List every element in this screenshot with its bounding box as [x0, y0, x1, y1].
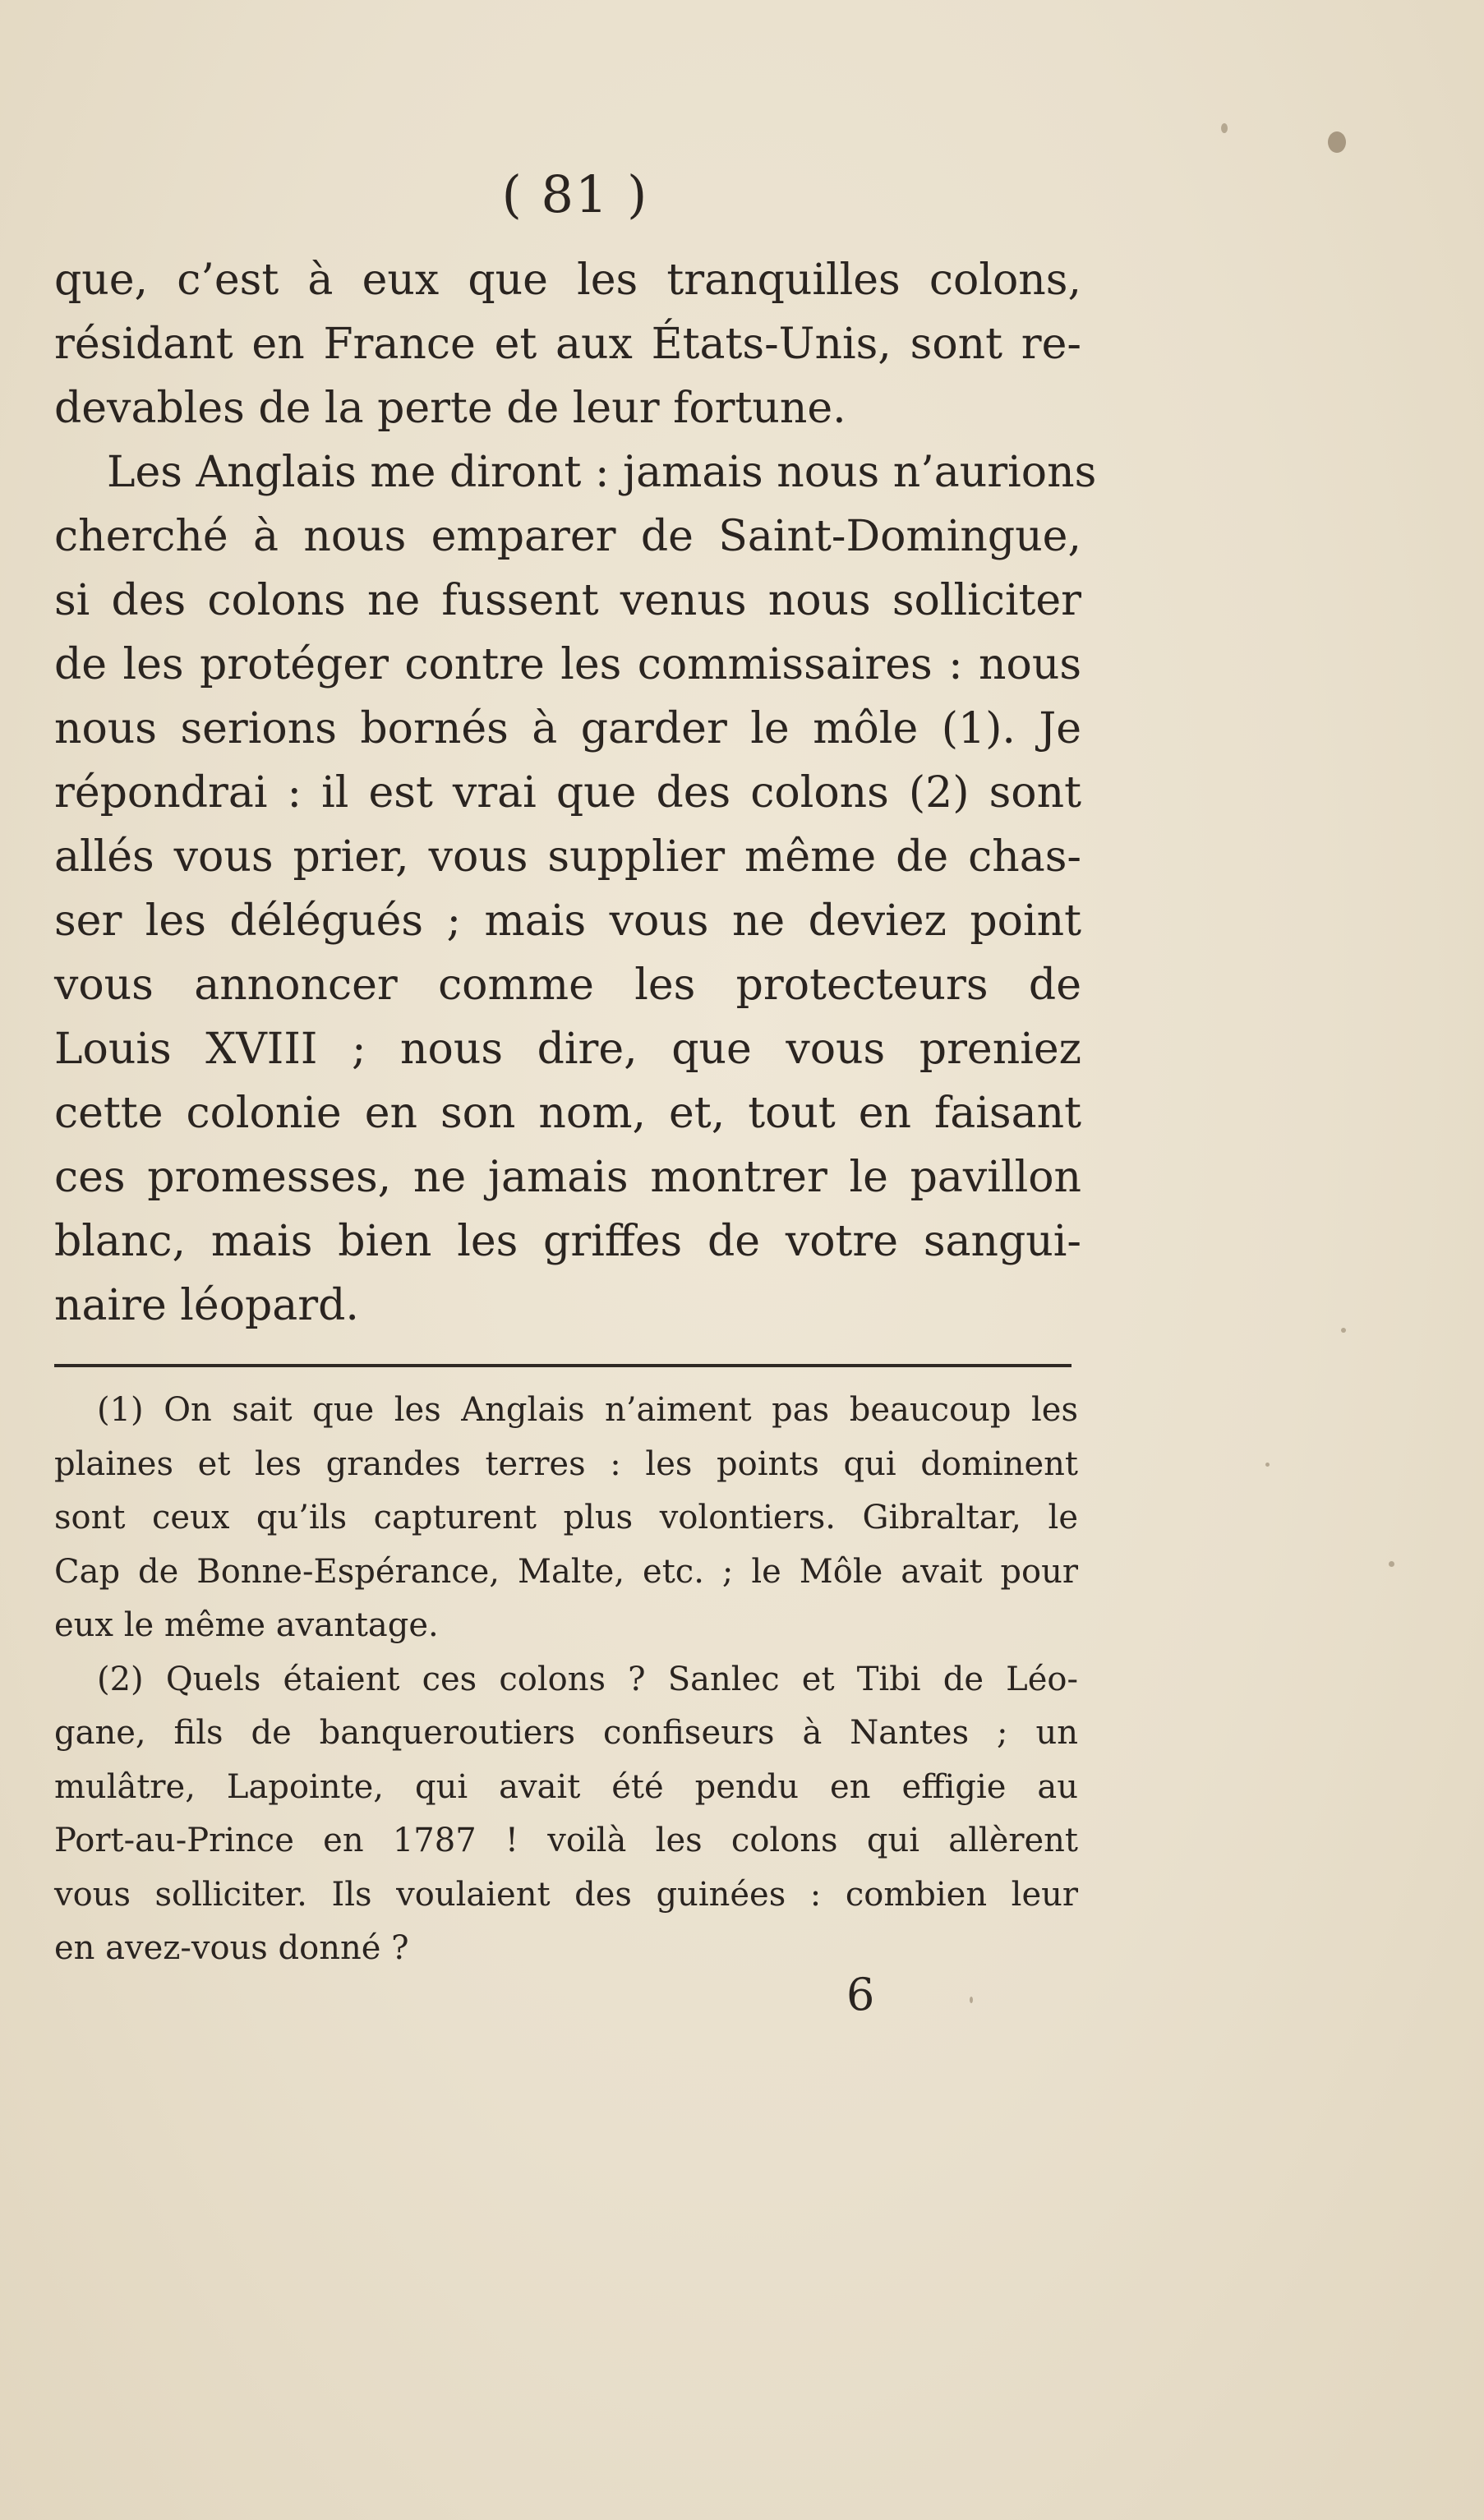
text-line: cherché à nous emparer de Saint-Domingue, — [54, 512, 1081, 561]
footnote-line: Cap de Bonne-Espérance, Malte, etc. ; le Môle avait pour — [54, 1552, 1078, 1591]
text-line: devables de la perte de leur fortune. — [54, 384, 846, 433]
text-line: si des colons ne fussent venus nous solliciter — [54, 576, 1081, 625]
paper-speck — [1341, 1328, 1346, 1333]
paper-speck — [1328, 131, 1346, 153]
footnote-line: gane, fils de banqueroutiers confiseurs à Nantes ; un — [54, 1714, 1078, 1752]
text-line: de les protéger contre les commissaires : nous — [54, 640, 1081, 689]
text-line: vous annoncer comme les protecteurs de — [54, 961, 1081, 1010]
text-line: ces promesses, ne jamais montrer le pavillon — [54, 1153, 1081, 1202]
footnote-line: sont ceux qu’ils capturent plus volontiers. Gibraltar, le — [54, 1499, 1078, 1536]
footnote-line: en avez-vous donné ? — [54, 1929, 409, 1967]
footnote-line: (1) On sait que les Anglais n’aiment pas beaucoup les — [97, 1391, 1078, 1429]
paper-speck — [1389, 1561, 1394, 1567]
footnote-line: mulâtre, Lapointe, qui avait été pendu en effigie au — [54, 1767, 1078, 1806]
main-text — [54, 248, 1097, 1338]
signature-mark: 6 — [846, 1969, 875, 2020]
footnote-line: eux le même avantage. — [54, 1606, 439, 1644]
text-line: naire léopard. — [54, 1281, 359, 1330]
text-line: Les Anglais me diront : jamais nous n’aurions — [107, 448, 1097, 497]
page-number: ( 81 ) — [501, 164, 649, 224]
text-line: Louis XVIII ; nous dire, que vous preniez — [54, 1025, 1081, 1074]
footnotes — [54, 1384, 1078, 1976]
text-line: allés vous prier, vous supplier même de chas- — [54, 832, 1081, 882]
text-line: cette colonie en son nom, et, tout en faisant — [54, 1089, 1081, 1138]
footnote-divider — [54, 1364, 1072, 1367]
text-line: résidant en France et aux États-Unis, sont re- — [54, 320, 1081, 369]
text-line: blanc, mais bien les griffes de votre sangui- — [54, 1217, 1081, 1266]
footnote-line: plaines et les grandes terres : les points qui dominent — [54, 1444, 1078, 1483]
text-line: répondrai : il est vrai que des colons (2) sont — [54, 768, 1081, 818]
paper-speck — [970, 1997, 973, 2003]
paper-speck — [1221, 123, 1228, 133]
text-line: que, c’est à eux que les tranquilles colons, — [54, 256, 1081, 305]
paper-speck — [1265, 1463, 1270, 1467]
text-line: nous serions bornés à garder le môle (1). Je — [54, 704, 1081, 753]
text-line: ser les délégués ; mais vous ne deviez point — [54, 896, 1081, 946]
footnote-line: vous solliciter. Ils voulaient des guinées : combien leur — [54, 1875, 1078, 1914]
footnote-line: Port-au-Prince en 1787 ! voilà les colons qui allèrent — [54, 1822, 1078, 1859]
footnote-line: (2) Quels étaient ces colons ? Sanlec et Tibi de Léo- — [97, 1660, 1078, 1698]
